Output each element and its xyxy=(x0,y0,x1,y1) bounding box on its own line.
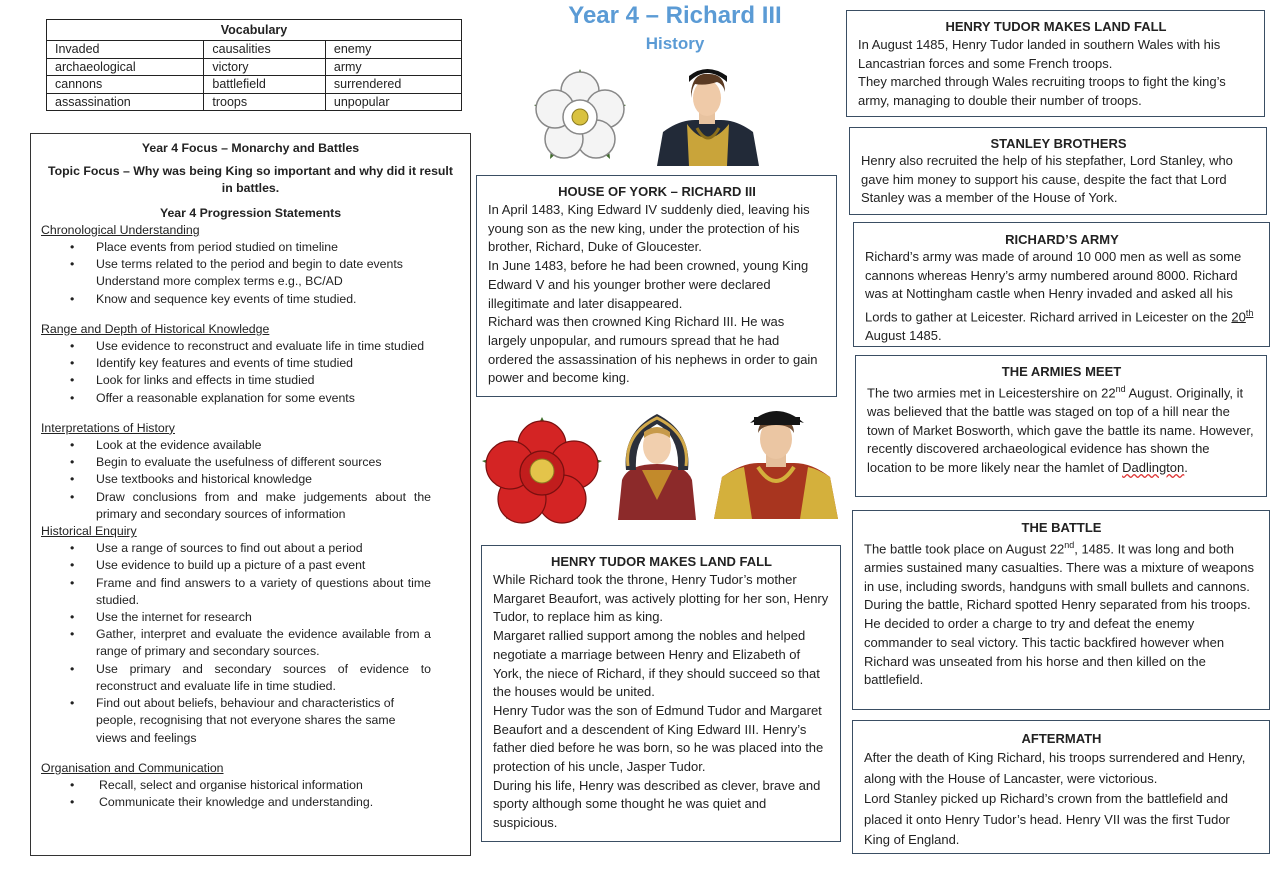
richard-iii-portrait xyxy=(657,68,759,166)
vocabulary-word: battlefield xyxy=(204,76,326,94)
henry-tudor-text: While Richard took the throne, Henry Tudor’s mother Margaret Beaufort, was actively plotting for her son, Henry Tudor, to replace him as king. Margaret rallied support among the nobles and helped negotiate a marriage between Henry and Elizabeth of York, the niece of Richard, if they should succeed so that the houses would be united. Henry Tudor was the son of Edmund Tudor and Margaret Beaufort and a descendent of King Edward III. Henry’s father died before he was born, so he was placed into the protection of his uncle, Jasper Tudor. During his life, Henry was described as clever, brave and sporty although some thought he was quiet and suspicious. xyxy=(493,572,829,831)
henry-tudor-title: HENRY TUDOR MAKES LAND FALL xyxy=(551,554,772,569)
richards-army-box xyxy=(853,222,1270,347)
focus-title: Year 4 Focus – Monarchy and Battles xyxy=(141,141,360,155)
statement-item: • Find out about beliefs, behaviour and characteristics of people, recognising that not everyone shares the same views and feelings xyxy=(96,695,396,747)
statement-item: • Use textbooks and historical knowledge xyxy=(96,471,431,488)
section-heading: Chronological Understanding xyxy=(41,222,200,237)
section-heading: Organisation and Communication xyxy=(41,760,224,775)
statement-list xyxy=(41,437,431,523)
landfall-title: HENRY TUDOR MAKES LAND FALL xyxy=(945,19,1167,34)
vocabulary-word: surrendered xyxy=(325,76,461,94)
statement-item: • Use primary and secondary sources of evidence to reconstruct and evaluate life in time studied. xyxy=(96,661,431,695)
focus-panel xyxy=(30,133,471,856)
elizabeth-of-york-portrait xyxy=(608,410,706,520)
statement-list xyxy=(41,540,431,746)
battle-text: The battle took place on August 22nd, 1485. It was long and both armies sustained many casualties. There was a mixture of weapons in use, including swords, handguns with small bullets and cannons. During the battle, Richard spotted Henry separated from his troops. He decided to order a charge to try and defeat the enemy commander to seal victory. This tactic backfired however when Richard was unseated from his horse and then killed on the battlefield. xyxy=(864,540,1254,688)
vocabulary-word: archaeological xyxy=(47,58,204,76)
house-of-york-box xyxy=(476,175,837,397)
aftermath-box xyxy=(852,720,1270,854)
statement-item: • Frame and find answers to a variety of questions about time studied. xyxy=(96,575,431,609)
armies-meet-text: The two armies met in Leicestershire on 22nd August. Originally, it was believed that the battle was staged on top of a hill near the town of Market Bosworth, which gave the battle its name. However, recently discovered archaeological evidence has shown the location to be more likely near the hamlet of Dadlington. xyxy=(867,384,1254,476)
vocabulary-heading: Vocabulary xyxy=(47,20,462,41)
progression-heading: Year 4 Progression Statements xyxy=(159,205,342,220)
vocabulary-row xyxy=(47,76,462,94)
vocabulary-word: causalities xyxy=(204,41,326,59)
vocabulary-word: troops xyxy=(204,93,326,111)
statement-item: • Use a range of sources to find out about a period xyxy=(96,540,431,557)
statement-item: • Know and sequence key events of time studied. xyxy=(96,291,431,308)
battle-title: THE BATTLE xyxy=(1021,520,1102,535)
vocabulary-row xyxy=(47,58,462,76)
statement-item: • Begin to evaluate the usefulness of different sources xyxy=(96,454,431,471)
stanley-box xyxy=(849,127,1267,215)
stanley-text: Henry also recruited the help of his stepfather, Lord Stanley, who gave him money to support his cause, despite the fact that Lord Stanley was a member of the House of York. xyxy=(861,153,1233,206)
aftermath-title: AFTERMATH xyxy=(1021,731,1102,746)
section-heading: Interpretations of History xyxy=(41,420,175,435)
house-of-york-text: In April 1483, King Edward IV suddenly died, leaving his young son as the new king, under the protection of his brother, Richard, Duke of Gloucester. In June 1483, before he had been crowned, young King Edward V and his younger brother were declared illegitimate and later disappeared. Richard was then crowned King Richard III. He was largely unpopular, and rumours spread that he had ordered the assassination of his nephews in order to gain power and become king. xyxy=(488,202,818,386)
landfall-box xyxy=(846,10,1265,117)
stanley-title: STANLEY BROTHERS xyxy=(990,136,1127,151)
statement-item: • Communicate their knowledge and understanding. xyxy=(96,794,431,811)
vocabulary-word: cannons xyxy=(47,76,204,94)
richards-army-text: Richard’s army was made of around 10 000 men as well as some cannons whereas Henry’s army numbered around 8000. Richard was at Nottingham castle when Henry invaded and asked all his Lords to gather at Leicester. Richard arrived in Leicester on the 20th August 1485. xyxy=(865,249,1254,344)
vocabulary-word: assassination xyxy=(47,93,204,111)
section-heading: Range and Depth of Historical Knowledge xyxy=(41,321,270,336)
vocabulary-row xyxy=(47,41,462,59)
statement-item: • Recall, select and organise historical information xyxy=(96,777,431,794)
statement-item: • Use terms related to the period and begin to date events Understand more complex terms e.g., BC/AD xyxy=(96,256,431,290)
statement-list xyxy=(41,338,441,407)
section-heading: Historical Enquiry xyxy=(41,524,137,539)
red-rose-icon xyxy=(478,415,606,525)
statement-list xyxy=(41,777,431,811)
vocabulary-word: Invaded xyxy=(47,41,204,59)
landfall-text: In August 1485, Henry Tudor landed in southern Wales with his Lancastrian forces and some French troops. They marched through Wales recruiting troops to fight the king’s army, managing to double their number of troops. xyxy=(858,37,1226,109)
page-title: Year 4 – Richard III xyxy=(568,2,782,29)
statement-item: • Offer a reasonable explanation for some events xyxy=(96,390,441,407)
battle-box xyxy=(852,510,1270,710)
statement-item: • Use the internet for research xyxy=(96,609,431,626)
house-of-york-title: HOUSE OF YORK – RICHARD III xyxy=(558,184,756,199)
henry-tudor-box xyxy=(481,545,841,842)
vocabulary-table xyxy=(46,19,462,111)
statement-list xyxy=(41,239,431,308)
armies-meet-title: THE ARMIES MEET xyxy=(1001,364,1122,379)
statement-item: • Gather, interpret and evaluate the evidence available from a range of primary and secondary sources. xyxy=(96,626,431,660)
statement-item: • Use evidence to build up a picture of a past event xyxy=(96,557,431,574)
vocabulary-word: army xyxy=(325,58,461,76)
statement-item: • Look at the evidence available xyxy=(96,437,431,454)
henry-tudor-portrait xyxy=(714,403,838,519)
statement-item: • Identify key features and events of time studied xyxy=(96,355,441,372)
richards-army-title: RICHARD’S ARMY xyxy=(1005,232,1119,247)
topic-focus: Topic Focus – Why was being King so important and why did it result in battles. xyxy=(48,164,453,196)
vocabulary-word: victory xyxy=(204,58,326,76)
vocabulary-word: unpopular xyxy=(325,93,461,111)
armies-meet-box xyxy=(855,355,1267,497)
aftermath-text: After the death of King Richard, his troops surrendered and Henry, along with the House of Lancaster, were victorious. Lord Stanley picked up Richard’s crown from the battlefield and placed it onto Henry Tudor’s head. Henry VII was the first Tudor King of England. xyxy=(864,750,1246,847)
statement-item: • Look for links and effects in time studied xyxy=(96,372,441,389)
vocabulary-word: enemy xyxy=(325,41,461,59)
vocabulary-row xyxy=(47,93,462,111)
statement-item: • Draw conclusions from and make judgements about the primary and secondary sources of information xyxy=(96,489,431,523)
statement-item: • Use evidence to reconstruct and evaluate life in time studied xyxy=(96,338,441,355)
page-subtitle: History xyxy=(645,34,705,53)
statement-item: • Place events from period studied on timeline xyxy=(96,239,431,256)
white-rose-icon xyxy=(530,67,630,167)
